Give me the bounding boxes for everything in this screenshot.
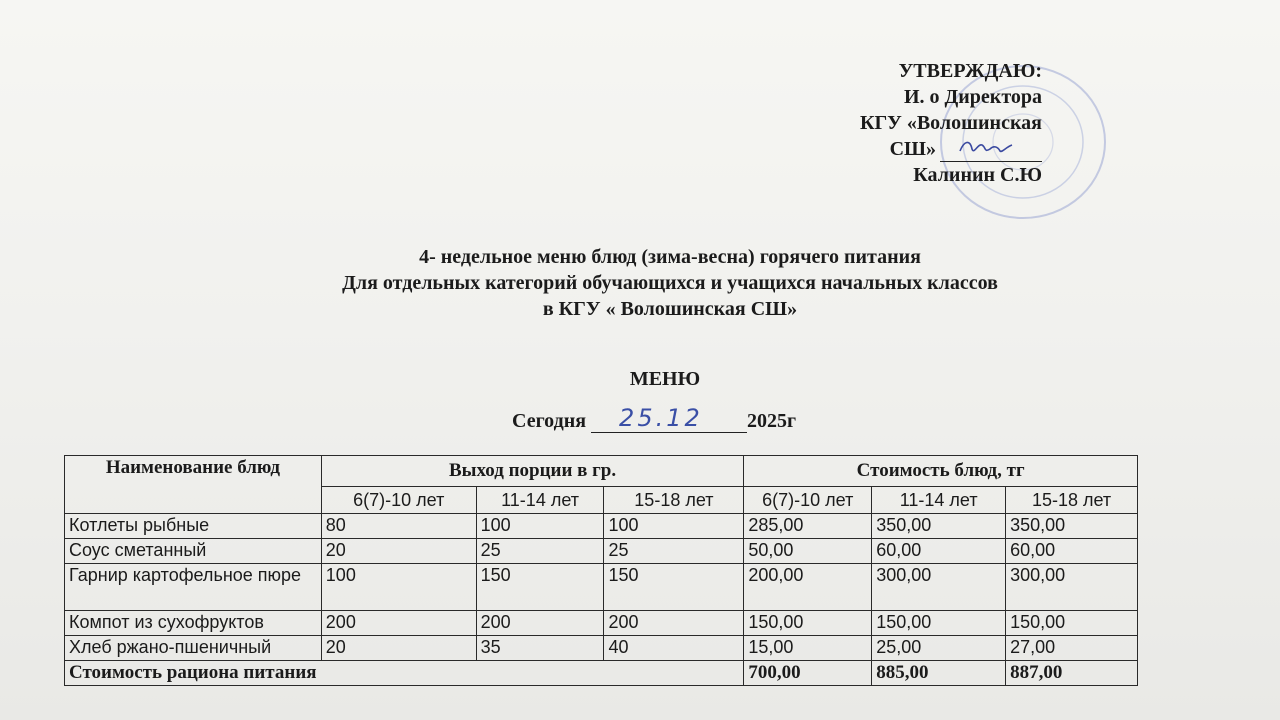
approval-organization-end — [780, 136, 1042, 162]
cost-value: 27,00 — [1006, 636, 1138, 661]
total-value: 887,00 — [1006, 661, 1138, 686]
portion-value: 200 — [476, 611, 604, 636]
portion-age-2: 11-14 лет — [476, 487, 604, 514]
signature-line — [940, 141, 1042, 162]
cost-value: 15,00 — [744, 636, 872, 661]
total-label: Стоимость рациона питания — [65, 661, 744, 686]
cost-value: 60,00 — [1006, 539, 1138, 564]
menu-table — [64, 455, 1138, 686]
dish-name: Хлеб ржано-пшеничный — [65, 636, 322, 661]
portion-value: 25 — [476, 539, 604, 564]
today-year: 2025г — [747, 410, 797, 432]
handwritten-signature — [954, 135, 1024, 157]
table-row — [65, 539, 1138, 564]
cost-value: 25,00 — [872, 636, 1006, 661]
portion-value: 20 — [321, 636, 476, 661]
cost-age-2: 11-14 лет — [872, 487, 1006, 514]
dish-name: Компот из сухофруктов — [65, 611, 322, 636]
header-dish-name: Наименование блюд — [65, 456, 322, 514]
cost-age-3: 15-18 лет — [1006, 487, 1138, 514]
dish-name: Соус сметанный — [65, 539, 322, 564]
cost-value: 350,00 — [872, 514, 1006, 539]
portion-value: 80 — [321, 514, 476, 539]
total-value: 885,00 — [872, 661, 1006, 686]
portion-value: 100 — [476, 514, 604, 539]
date-underline — [591, 404, 747, 433]
document-title — [0, 244, 1280, 322]
today-date-line — [512, 404, 797, 433]
handwritten-date: 25.12 — [619, 404, 703, 432]
cost-value: 200,00 — [744, 564, 872, 611]
table-row — [65, 611, 1138, 636]
dish-name: Котлеты рыбные — [65, 514, 322, 539]
approval-block — [780, 58, 1042, 188]
approval-director-name: Калинин С.Ю — [913, 164, 1042, 186]
portion-age-3: 15-18 лет — [604, 487, 744, 514]
cost-value: 60,00 — [872, 539, 1006, 564]
table-row — [65, 636, 1138, 661]
portion-value: 35 — [476, 636, 604, 661]
today-label: Сегодня — [512, 410, 587, 432]
portion-value: 200 — [321, 611, 476, 636]
table-row — [65, 514, 1138, 539]
approval-organization: КГУ «Волошинская — [859, 112, 1042, 134]
cost-value: 350,00 — [1006, 514, 1138, 539]
menu-heading: МЕНЮ — [629, 368, 701, 390]
title-line-2: Для отдельных категорий обучающихся и учащихся начальных классов — [342, 272, 998, 294]
cost-value: 150,00 — [872, 611, 1006, 636]
table-row — [65, 564, 1138, 611]
portion-value: 200 — [604, 611, 744, 636]
portion-value: 25 — [604, 539, 744, 564]
portion-value: 150 — [476, 564, 604, 611]
portion-value: 100 — [604, 514, 744, 539]
total-value: 700,00 — [744, 661, 872, 686]
portion-value: 150 — [604, 564, 744, 611]
cost-value: 150,00 — [744, 611, 872, 636]
approval-organization-suffix: СШ» — [889, 138, 936, 160]
portion-value: 100 — [321, 564, 476, 611]
cost-value: 150,00 — [1006, 611, 1138, 636]
cost-value: 50,00 — [744, 539, 872, 564]
table-total-row — [65, 661, 1138, 686]
portion-value: 20 — [321, 539, 476, 564]
cost-age-1: 6(7)-10 лет — [744, 487, 872, 514]
approval-position: И. о Директора — [903, 86, 1042, 108]
cost-value: 285,00 — [744, 514, 872, 539]
title-line-1: 4- недельное меню блюд (зима-весна) горячего питания — [419, 246, 921, 268]
header-cost: Стоимость блюд, тг — [744, 456, 1138, 487]
approval-heading: УТВЕРЖДАЮ: — [898, 60, 1042, 82]
title-line-3: в КГУ « Волошинская СШ» — [542, 298, 798, 320]
table-header-row — [65, 456, 1138, 487]
cost-value: 300,00 — [872, 564, 1006, 611]
header-portion: Выход порции в гр. — [321, 456, 744, 487]
portion-value: 40 — [604, 636, 744, 661]
dish-name: Гарнир картофельное пюре — [65, 564, 322, 611]
cost-value: 300,00 — [1006, 564, 1138, 611]
portion-age-1: 6(7)-10 лет — [321, 487, 476, 514]
